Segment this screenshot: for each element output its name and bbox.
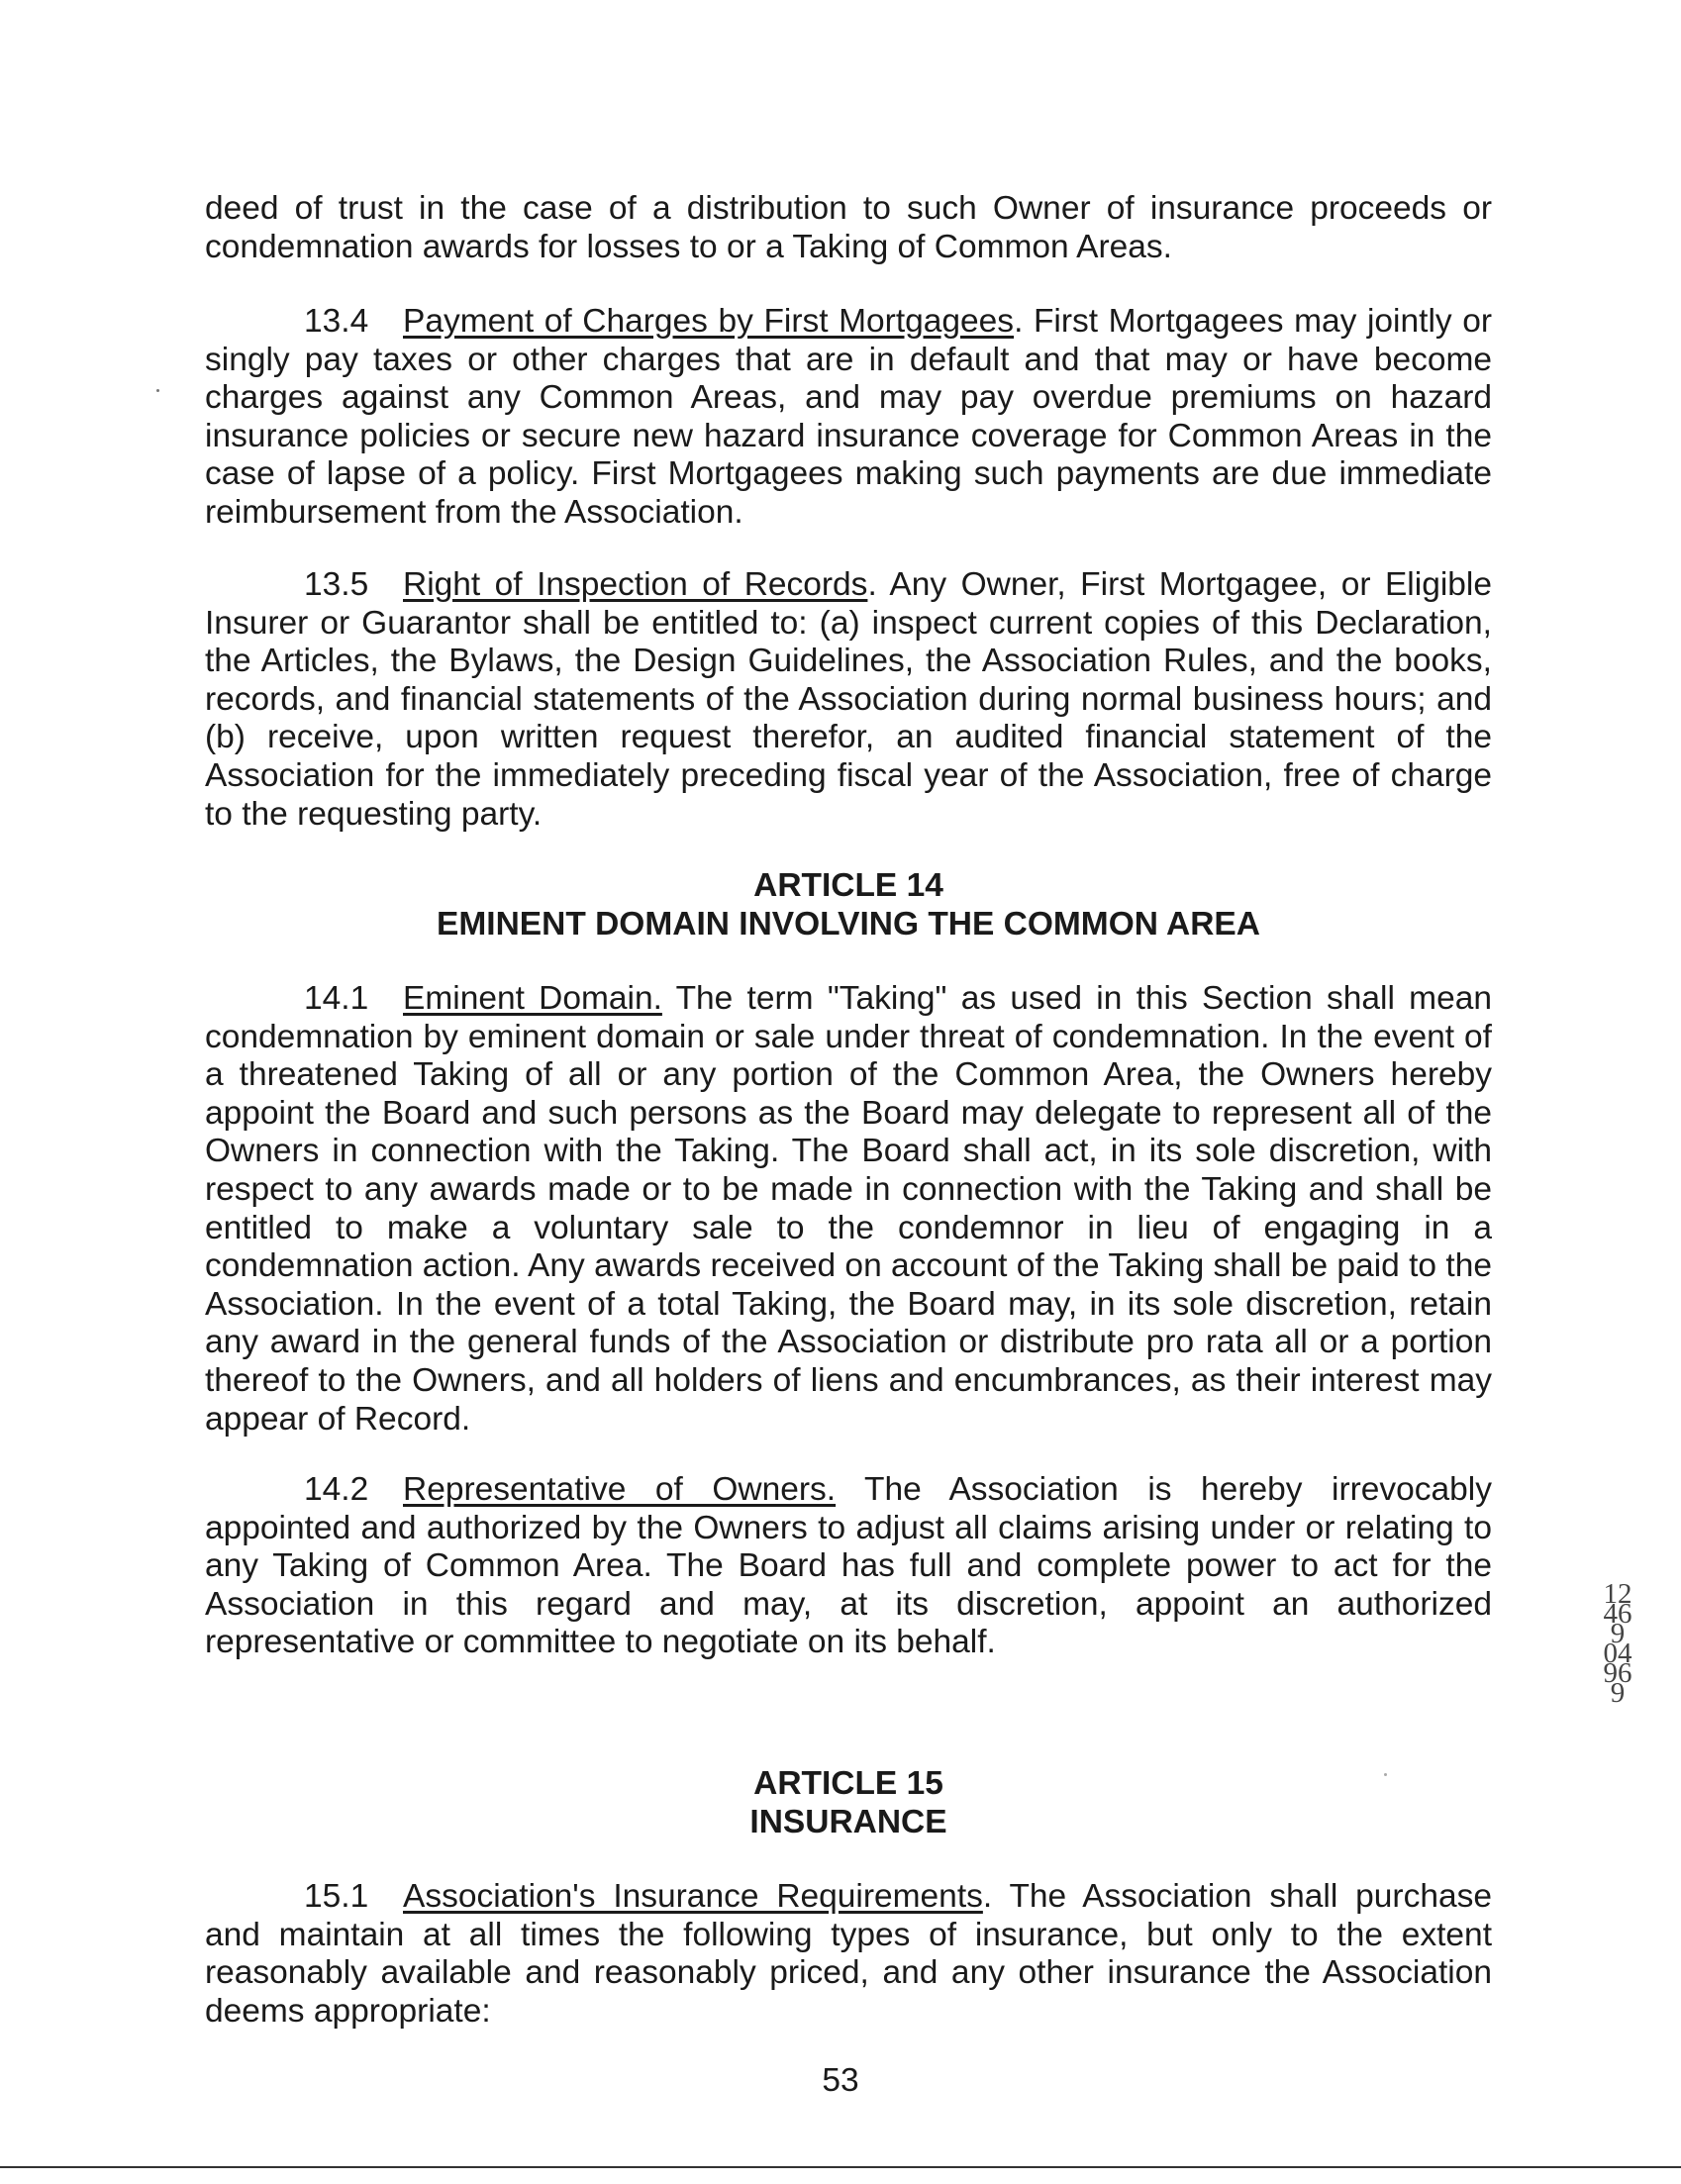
section-title: Representative of Owners. <box>403 1471 837 1508</box>
scan-speck <box>1384 1773 1387 1776</box>
section-number: 14.1 <box>304 980 369 1017</box>
margin-document-number: 12469 04969 <box>1603 1578 1632 1709</box>
section-14-1 <box>205 980 1492 1439</box>
article-14-heading <box>205 867 1492 943</box>
section-body: The term "Taking" as used in this Section shall mean condemnation by eminent domain or sale under threat of condemnation. In the event of a threatened Taking of all or any portion of the Common Area, the Owners hereby appoint the Board and such persons as the Board may delegate to represent all of the Owners in connection with the Taking. The Board shall act, in its sole discretion, with respect to any awards made or to be made in connection with the Taking and shall be entitled to make a voluntary sale to the condemnor in lieu of engaging in a condemnation action. Any awards received on account of the Taking shall be paid to the Association. In the event of a total Taking, the Board may, in its sole discretion, retain any award in the general funds of the Association or distribute pro rata all or a portion thereof to the Owners, and all holders of liens and encumbrances, as their interest may appear of Record. <box>205 980 1492 1438</box>
section-title: Association's Insurance Requirements <box>403 1878 983 1915</box>
section-number: 13.5 <box>304 566 369 603</box>
section-body: . First Mortgagees may jointly or singly pay taxes or other charges that are in default and that may or have become charges against any Common Areas, and may pay overdue premiums on hazard insurance policies or secure new hazard insurance coverage for Common Areas in the case of lapse of a policy. First Mortgagees making such payments are due immediate reimbursement from the Association. <box>205 303 1492 531</box>
section-title: Right of Inspection of Records <box>403 566 868 603</box>
section-title: Payment of Charges by First Mortgagees <box>403 303 1015 340</box>
section-15-1 <box>205 1878 1492 2031</box>
continuation-text: deed of trust in the case of a distribution to such Owner of insurance proceeds or condemnation awards for losses to or a Taking of Common Areas. <box>205 190 1492 265</box>
section-body: . Any Owner, First Mortgagee, or Eligible Insurer or Guarantor shall be entitled to: (a) inspect current copies of this Declaration, the Articles, the Bylaws, the Design Guidelines, the Association Rules, and the books, records, and financial statements of the Association during normal business hours; and (b) receive, upon written request therefor, an audited financial statement of the Association for the immediately preceding fiscal year of the Association, free of charge to the requesting party. <box>205 566 1492 833</box>
section-number: 14.2 <box>304 1471 369 1508</box>
section-body: The Association is hereby irrevocably appointed and authorized by the Owners to adjust all claims arising under or relating to any Taking of Common Area. The Board has full and complete power to act for the Association in this regard and may, at its discretion, appoint an authorized representative or committee to negotiate on its behalf. <box>205 1471 1493 1661</box>
scan-bottom-edge <box>0 2166 1681 2168</box>
page-number: 53 <box>822 2062 859 2099</box>
article-15-heading <box>205 1765 1492 1841</box>
section-14-2 <box>205 1471 1492 1662</box>
article-title: INSURANCE <box>749 1803 947 1840</box>
section-number: 13.4 <box>304 303 369 340</box>
article-label: ARTICLE 14 <box>753 867 943 904</box>
section-title: Eminent Domain. <box>403 980 662 1017</box>
section-13-4 <box>205 303 1492 533</box>
continuation-paragraph <box>205 190 1492 266</box>
article-title: EMINENT DOMAIN INVOLVING THE COMMON AREA <box>437 905 1260 943</box>
section-13-5 <box>205 566 1492 834</box>
section-number: 15.1 <box>304 1878 369 1915</box>
article-label: ARTICLE 15 <box>753 1765 943 1802</box>
section-body: . The Association shall purchase and maintain at all times the following types of insurance, but only to the extent reasonably available and reasonably priced, and any other insurance the Association deems appropriate: <box>205 1878 1492 2030</box>
scan-speck <box>156 389 159 392</box>
